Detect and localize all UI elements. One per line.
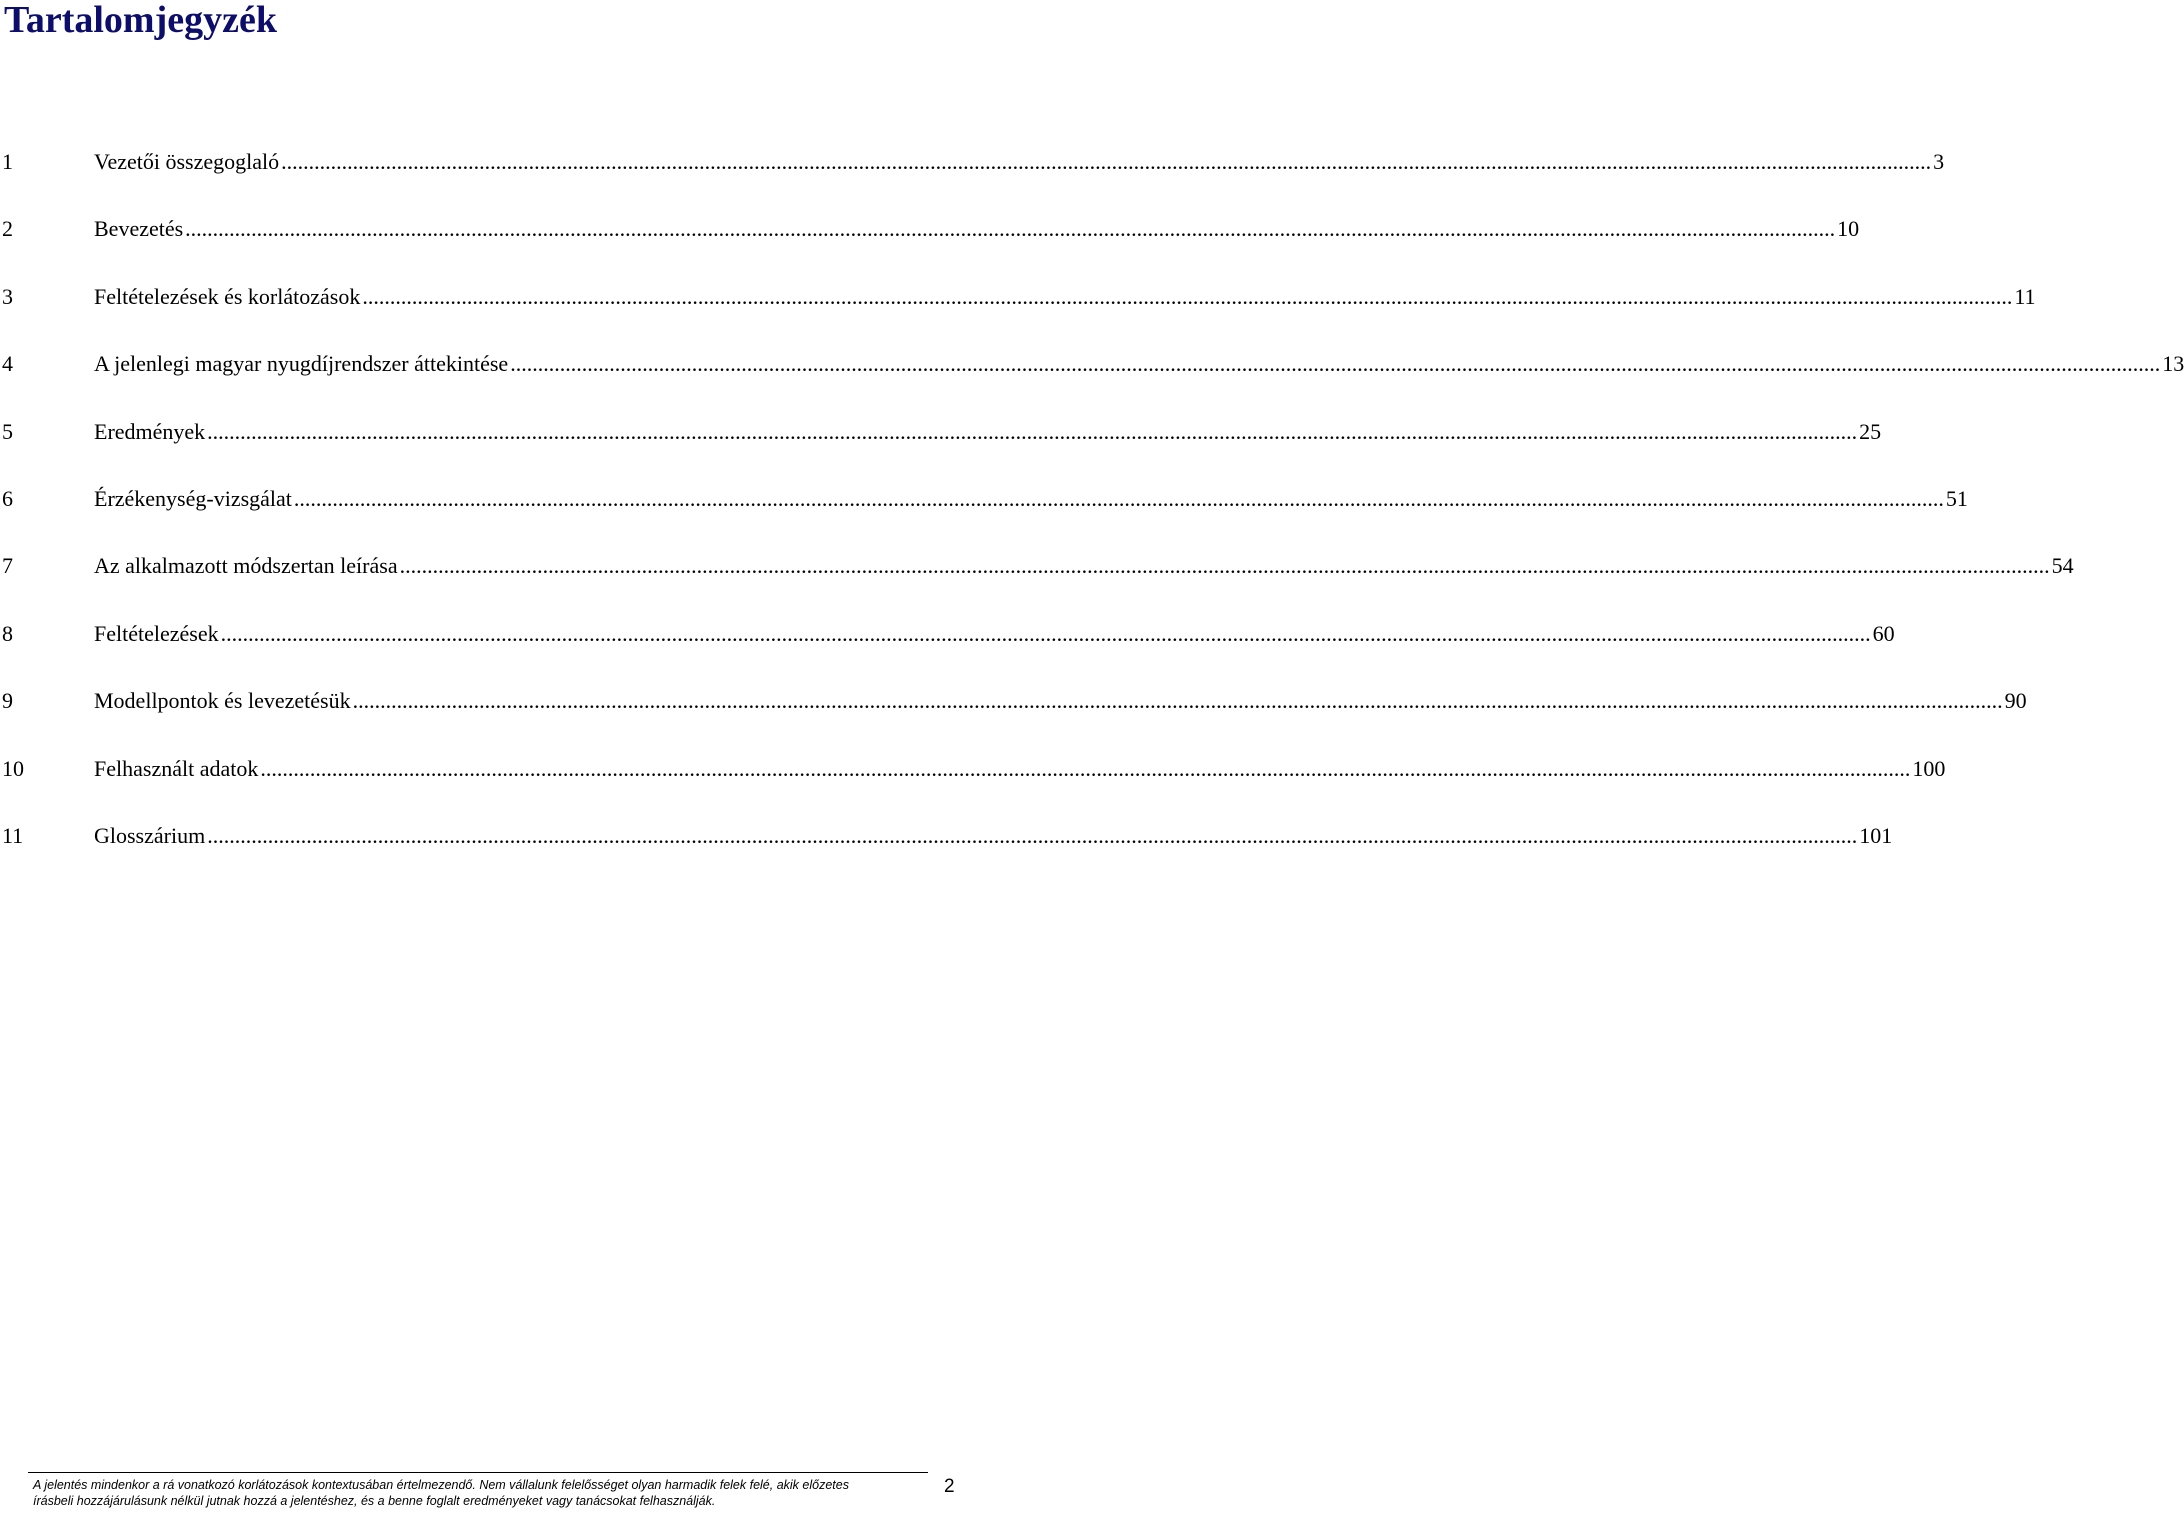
toc-entry[interactable] bbox=[0, 814, 1893, 881]
toc-entry[interactable] bbox=[0, 544, 2074, 611]
page-footer bbox=[0, 1472, 960, 1515]
toc-entry-page: 60 bbox=[1872, 620, 1895, 646]
toc-entry-title: Az alkalmazott módszertan leírása bbox=[94, 553, 398, 579]
toc-entry-page: 90 bbox=[2004, 688, 2027, 714]
toc-leader-dots: ............................................................................................................................................................................................................................................................................................................ bbox=[293, 485, 1944, 511]
toc-entry[interactable] bbox=[0, 342, 2184, 409]
toc-entry-number: 4 bbox=[2, 351, 13, 377]
toc-entry-title: Vezetői összegoglaló bbox=[94, 149, 280, 174]
toc-leader-dots: ............................................................................................................................................................................................................................................................................................................ bbox=[281, 149, 1932, 174]
toc-entry[interactable] bbox=[0, 275, 2036, 342]
toc-entry[interactable] bbox=[0, 140, 1945, 207]
toc-entry-title: Bevezetés bbox=[94, 216, 184, 242]
toc-entry[interactable] bbox=[0, 207, 1860, 274]
toc-entry-page: 10 bbox=[1837, 216, 1860, 242]
toc-leader-dots: ............................................................................................................................................................................................................................................................................................................ bbox=[362, 283, 2013, 309]
toc-entry[interactable] bbox=[0, 612, 1895, 679]
toc-leader-dots: ............................................................................................................................................................................................................................................................................................................ bbox=[510, 351, 2161, 377]
toc-entry-number: 9 bbox=[2, 688, 13, 714]
toc-leader-dots: ............................................................................................................................................................................................................................................................................................................ bbox=[207, 822, 1858, 848]
toc-leader-dots: ............................................................................................................................................................................................................................................................................................................ bbox=[207, 418, 1858, 444]
toc-entry-title: Feltételezések és korlátozások bbox=[94, 283, 361, 309]
toc-entry-number: 7 bbox=[2, 553, 13, 579]
footer-divider bbox=[28, 1472, 928, 1473]
toc-entry-title: Érzékenység-vizsgálat bbox=[94, 485, 292, 511]
page-number: 2 bbox=[944, 1476, 955, 1497]
table-of-contents bbox=[0, 140, 2184, 881]
toc-entry-title: Felhasznált adatok bbox=[94, 755, 259, 781]
toc-entry-number: 1 bbox=[2, 149, 13, 174]
toc-leader-dots: ............................................................................................................................................................................................................................................................................................................ bbox=[399, 553, 2050, 579]
toc-entry-title: Eredmények bbox=[94, 418, 206, 444]
toc-entry-page: 13 bbox=[2162, 351, 2184, 377]
toc-entry-page: 101 bbox=[1859, 822, 1893, 848]
toc-leader-dots: ............................................................................................................................................................................................................................................................................................................ bbox=[260, 755, 1911, 781]
toc-entry-page: 3 bbox=[1933, 149, 1945, 174]
toc-entry-number: 2 bbox=[2, 216, 13, 242]
toc-entry-page: 25 bbox=[1859, 418, 1882, 444]
toc-entry-page: 11 bbox=[2014, 283, 2036, 309]
toc-leader-dots: ............................................................................................................................................................................................................................................................................................................ bbox=[220, 620, 1871, 646]
toc-entry-number: 8 bbox=[2, 620, 13, 646]
toc-entry-title: A jelenlegi magyar nyugdíjrendszer áttekintése bbox=[94, 351, 509, 377]
toc-entry-number: 11 bbox=[2, 822, 24, 848]
toc-leader-dots: ............................................................................................................................................................................................................................................................................................................ bbox=[185, 216, 1836, 242]
toc-entry-title: Feltételezések bbox=[94, 620, 219, 646]
toc-entry[interactable] bbox=[0, 747, 1946, 814]
footer-disclaimer-line: A jelentés mindenkor a rá vonatkozó korlátozások kontextusában értelmezendő. Nem vállalunk felelősséget olyan harmadik felek felé, akik előzetes bbox=[33, 1478, 849, 1492]
toc-leader-dots: ............................................................................................................................................................................................................................................................................................................ bbox=[352, 688, 2003, 714]
footer-disclaimer bbox=[33, 1477, 913, 1509]
toc-entry[interactable] bbox=[0, 410, 1882, 477]
footer-disclaimer-line: írásbeli hozzájárulásunk nélkül jutnak hozzá a jelentéshez, és a benne foglalt eredményeket vagy tanácsokat felhasználják. bbox=[33, 1494, 716, 1508]
toc-entry-page: 51 bbox=[1945, 485, 1968, 511]
toc-entry-page: 100 bbox=[1912, 755, 1946, 781]
toc-entry-title: Modellpontok és levezetésük bbox=[94, 688, 351, 714]
toc-entry[interactable] bbox=[0, 477, 1968, 544]
toc-entry-number: 6 bbox=[2, 485, 13, 511]
toc-entry-page: 54 bbox=[2051, 553, 2074, 579]
page-title: Tartalomjegyzék bbox=[4, 0, 277, 41]
toc-entry-number: 3 bbox=[2, 283, 13, 309]
toc-entry[interactable] bbox=[0, 679, 2027, 746]
toc-entry-title: Glosszárium bbox=[94, 822, 206, 848]
toc-entry-number: 10 bbox=[2, 755, 24, 781]
toc-entry-number: 5 bbox=[2, 418, 13, 444]
